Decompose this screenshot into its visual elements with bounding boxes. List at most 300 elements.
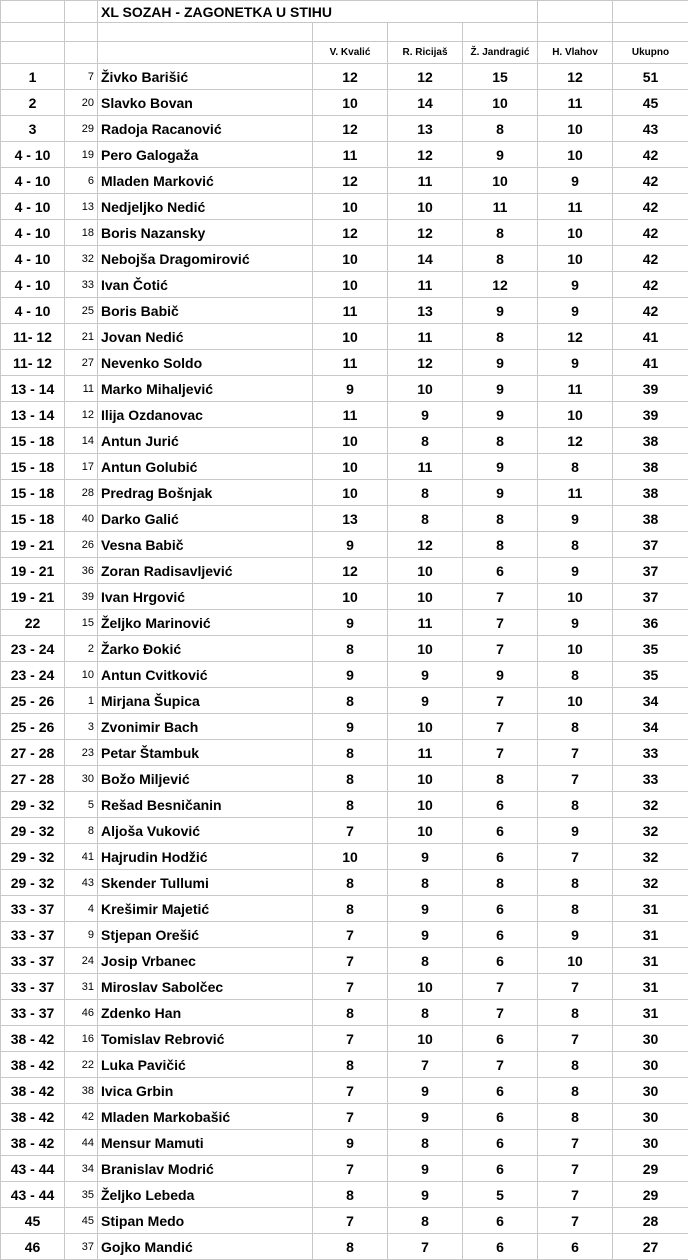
score-h-vlahov-cell[interactable]: 8 [538,896,613,922]
score-h-vlahov-cell[interactable]: 10 [538,584,613,610]
number-cell[interactable]: 28 [65,480,98,506]
score-h-vlahov-cell[interactable]: 9 [538,558,613,584]
score-h-vlahov-cell[interactable]: 11 [538,194,613,220]
number-cell[interactable]: 46 [65,1000,98,1026]
score-h-vlahov-cell[interactable]: 8 [538,454,613,480]
total-cell[interactable]: 38 [613,506,688,532]
cell[interactable] [65,42,98,64]
score-h-vlahov-cell[interactable]: 10 [538,116,613,142]
total-cell[interactable]: 41 [613,350,688,376]
total-cell[interactable]: 31 [613,974,688,1000]
total-cell[interactable]: 29 [613,1156,688,1182]
sheet-title[interactable]: XL SOZAH - ZAGONETKA U STIHU [98,1,538,23]
score-v-kvalic-cell[interactable]: 12 [313,168,388,194]
cell[interactable] [538,1,613,23]
score-z-jandragic-cell[interactable]: 12 [463,272,538,298]
score-r-ricijas-cell[interactable]: 10 [388,974,463,1000]
score-z-jandragic-cell[interactable]: 9 [463,662,538,688]
number-cell[interactable]: 8 [65,818,98,844]
score-v-kvalic-cell[interactable]: 12 [313,116,388,142]
score-z-jandragic-cell[interactable]: 6 [463,1156,538,1182]
number-cell[interactable]: 45 [65,1208,98,1234]
number-cell[interactable]: 34 [65,1156,98,1182]
score-h-vlahov-cell[interactable]: 7 [538,1130,613,1156]
total-cell[interactable]: 45 [613,90,688,116]
score-v-kvalic-cell[interactable]: 7 [313,1078,388,1104]
name-cell[interactable]: Antun Cvitković [98,662,313,688]
score-h-vlahov-cell[interactable]: 10 [538,948,613,974]
score-v-kvalic-cell[interactable]: 8 [313,792,388,818]
score-v-kvalic-cell[interactable]: 12 [313,220,388,246]
name-cell[interactable]: Vesna Babič [98,532,313,558]
name-cell[interactable]: Zvonimir Bach [98,714,313,740]
total-cell[interactable]: 42 [613,246,688,272]
number-cell[interactable]: 18 [65,220,98,246]
cell[interactable] [463,23,538,42]
rank-cell[interactable]: 2 [1,90,65,116]
cell[interactable] [65,1,98,23]
score-h-vlahov-cell[interactable]: 8 [538,1104,613,1130]
score-h-vlahov-cell[interactable]: 9 [538,272,613,298]
name-cell[interactable]: Ivan Hrgović [98,584,313,610]
score-r-ricijas-cell[interactable]: 9 [388,1104,463,1130]
score-z-jandragic-cell[interactable]: 7 [463,610,538,636]
rank-cell[interactable]: 25 - 26 [1,688,65,714]
total-cell[interactable]: 27 [613,1234,688,1260]
score-z-jandragic-cell[interactable]: 8 [463,324,538,350]
score-v-kvalic-cell[interactable]: 8 [313,688,388,714]
score-h-vlahov-cell[interactable]: 6 [538,1234,613,1260]
name-cell[interactable]: Željko Marinović [98,610,313,636]
score-z-jandragic-cell[interactable]: 10 [463,168,538,194]
name-cell[interactable]: Krešimir Majetić [98,896,313,922]
score-z-jandragic-cell[interactable]: 7 [463,1052,538,1078]
score-v-kvalic-cell[interactable]: 10 [313,90,388,116]
score-v-kvalic-cell[interactable]: 9 [313,662,388,688]
score-v-kvalic-cell[interactable]: 10 [313,428,388,454]
number-cell[interactable]: 3 [65,714,98,740]
total-cell[interactable]: 38 [613,480,688,506]
number-cell[interactable]: 7 [65,64,98,90]
score-r-ricijas-cell[interactable]: 11 [388,272,463,298]
score-v-kvalic-cell[interactable]: 7 [313,1208,388,1234]
number-cell[interactable]: 10 [65,662,98,688]
score-z-jandragic-cell[interactable]: 9 [463,480,538,506]
number-cell[interactable]: 2 [65,636,98,662]
rank-cell[interactable]: 11- 12 [1,350,65,376]
score-v-kvalic-cell[interactable]: 8 [313,896,388,922]
score-h-vlahov-cell[interactable]: 7 [538,740,613,766]
score-r-ricijas-cell[interactable]: 13 [388,116,463,142]
score-r-ricijas-cell[interactable]: 9 [388,1182,463,1208]
score-z-jandragic-cell[interactable]: 8 [463,506,538,532]
score-z-jandragic-cell[interactable]: 6 [463,558,538,584]
score-h-vlahov-cell[interactable]: 9 [538,350,613,376]
score-v-kvalic-cell[interactable]: 9 [313,610,388,636]
score-v-kvalic-cell[interactable]: 9 [313,376,388,402]
rank-cell[interactable]: 23 - 24 [1,662,65,688]
score-r-ricijas-cell[interactable]: 11 [388,610,463,636]
rank-cell[interactable]: 45 [1,1208,65,1234]
total-cell[interactable]: 30 [613,1130,688,1156]
number-cell[interactable]: 42 [65,1104,98,1130]
score-r-ricijas-cell[interactable]: 8 [388,1000,463,1026]
name-cell[interactable]: Slavko Bovan [98,90,313,116]
score-z-jandragic-cell[interactable]: 6 [463,1208,538,1234]
number-cell[interactable]: 44 [65,1130,98,1156]
rank-cell[interactable]: 1 [1,64,65,90]
score-r-ricijas-cell[interactable]: 11 [388,324,463,350]
score-z-jandragic-cell[interactable]: 7 [463,974,538,1000]
rank-cell[interactable]: 46 [1,1234,65,1260]
score-r-ricijas-cell[interactable]: 10 [388,1026,463,1052]
rank-cell[interactable]: 15 - 18 [1,506,65,532]
score-h-vlahov-cell[interactable]: 8 [538,532,613,558]
name-cell[interactable]: Žarko Đokić [98,636,313,662]
score-h-vlahov-cell[interactable]: 10 [538,636,613,662]
number-cell[interactable]: 13 [65,194,98,220]
score-z-jandragic-cell[interactable]: 7 [463,714,538,740]
name-cell[interactable]: Antun Golubić [98,454,313,480]
name-cell[interactable]: Boris Nazansky [98,220,313,246]
name-cell[interactable]: Tomislav Rebrović [98,1026,313,1052]
number-cell[interactable]: 14 [65,428,98,454]
name-cell[interactable]: Stipan Medo [98,1208,313,1234]
score-z-jandragic-cell[interactable]: 8 [463,220,538,246]
rank-cell[interactable]: 4 - 10 [1,142,65,168]
score-r-ricijas-cell[interactable]: 9 [388,662,463,688]
total-cell[interactable]: 32 [613,870,688,896]
score-h-vlahov-cell[interactable]: 7 [538,1208,613,1234]
score-v-kvalic-cell[interactable]: 8 [313,1182,388,1208]
rank-cell[interactable]: 4 - 10 [1,194,65,220]
score-v-kvalic-cell[interactable]: 10 [313,584,388,610]
cell[interactable] [1,1,65,23]
score-r-ricijas-cell[interactable]: 8 [388,428,463,454]
score-z-jandragic-cell[interactable]: 7 [463,740,538,766]
name-cell[interactable]: Radoja Racanović [98,116,313,142]
total-cell[interactable]: 37 [613,584,688,610]
number-cell[interactable]: 11 [65,376,98,402]
cell[interactable] [98,23,313,42]
name-cell[interactable]: Petar Štambuk [98,740,313,766]
score-z-jandragic-cell[interactable]: 15 [463,64,538,90]
score-r-ricijas-cell[interactable]: 7 [388,1234,463,1260]
rank-cell[interactable]: 4 - 10 [1,298,65,324]
column-header-ukupno[interactable]: Ukupno [613,42,688,64]
rank-cell[interactable]: 33 - 37 [1,948,65,974]
score-v-kvalic-cell[interactable]: 7 [313,1156,388,1182]
score-z-jandragic-cell[interactable]: 7 [463,636,538,662]
score-r-ricijas-cell[interactable]: 9 [388,402,463,428]
score-h-vlahov-cell[interactable]: 11 [538,376,613,402]
score-z-jandragic-cell[interactable]: 9 [463,454,538,480]
score-v-kvalic-cell[interactable]: 10 [313,844,388,870]
total-cell[interactable]: 35 [613,636,688,662]
column-header-v-kvalic[interactable]: V. Kvalić [313,42,388,64]
score-h-vlahov-cell[interactable]: 8 [538,792,613,818]
number-cell[interactable]: 38 [65,1078,98,1104]
rank-cell[interactable]: 19 - 21 [1,532,65,558]
score-z-jandragic-cell[interactable]: 10 [463,90,538,116]
cell[interactable] [1,42,65,64]
name-cell[interactable]: Pero Galogaža [98,142,313,168]
name-cell[interactable]: Hajrudin Hodžić [98,844,313,870]
score-h-vlahov-cell[interactable]: 7 [538,974,613,1000]
name-cell[interactable]: Boris Babič [98,298,313,324]
name-cell[interactable]: Miroslav Sabolčec [98,974,313,1000]
total-cell[interactable]: 30 [613,1104,688,1130]
total-cell[interactable]: 39 [613,376,688,402]
score-h-vlahov-cell[interactable]: 10 [538,220,613,246]
score-r-ricijas-cell[interactable]: 10 [388,792,463,818]
number-cell[interactable]: 33 [65,272,98,298]
number-cell[interactable]: 27 [65,350,98,376]
rank-cell[interactable]: 4 - 10 [1,220,65,246]
score-z-jandragic-cell[interactable]: 9 [463,298,538,324]
score-h-vlahov-cell[interactable]: 12 [538,324,613,350]
score-r-ricijas-cell[interactable]: 14 [388,90,463,116]
rank-cell[interactable]: 38 - 42 [1,1078,65,1104]
score-z-jandragic-cell[interactable]: 6 [463,1078,538,1104]
score-z-jandragic-cell[interactable]: 11 [463,194,538,220]
score-v-kvalic-cell[interactable]: 10 [313,480,388,506]
total-cell[interactable]: 30 [613,1052,688,1078]
score-v-kvalic-cell[interactable]: 8 [313,1000,388,1026]
score-r-ricijas-cell[interactable]: 10 [388,376,463,402]
score-v-kvalic-cell[interactable]: 12 [313,64,388,90]
total-cell[interactable]: 31 [613,948,688,974]
total-cell[interactable]: 32 [613,844,688,870]
rank-cell[interactable]: 4 - 10 [1,246,65,272]
score-h-vlahov-cell[interactable]: 9 [538,506,613,532]
cell[interactable] [538,23,613,42]
name-cell[interactable]: Antun Jurić [98,428,313,454]
score-h-vlahov-cell[interactable]: 11 [538,480,613,506]
score-h-vlahov-cell[interactable]: 9 [538,922,613,948]
total-cell[interactable]: 51 [613,64,688,90]
number-cell[interactable]: 32 [65,246,98,272]
total-cell[interactable]: 39 [613,402,688,428]
total-cell[interactable]: 32 [613,818,688,844]
total-cell[interactable]: 31 [613,1000,688,1026]
name-cell[interactable]: Ivica Grbin [98,1078,313,1104]
score-r-ricijas-cell[interactable]: 8 [388,1208,463,1234]
rank-cell[interactable]: 25 - 26 [1,714,65,740]
name-cell[interactable]: Ilija Ozdanovac [98,402,313,428]
number-cell[interactable]: 19 [65,142,98,168]
score-z-jandragic-cell[interactable]: 6 [463,948,538,974]
total-cell[interactable]: 37 [613,532,688,558]
total-cell[interactable]: 33 [613,766,688,792]
total-cell[interactable]: 29 [613,1182,688,1208]
rank-cell[interactable]: 4 - 10 [1,168,65,194]
number-cell[interactable]: 5 [65,792,98,818]
number-cell[interactable]: 15 [65,610,98,636]
score-r-ricijas-cell[interactable]: 9 [388,896,463,922]
score-v-kvalic-cell[interactable]: 8 [313,870,388,896]
rank-cell[interactable]: 38 - 42 [1,1026,65,1052]
score-v-kvalic-cell[interactable]: 10 [313,272,388,298]
rank-cell[interactable]: 27 - 28 [1,740,65,766]
score-v-kvalic-cell[interactable]: 7 [313,1026,388,1052]
score-v-kvalic-cell[interactable]: 8 [313,740,388,766]
number-cell[interactable]: 23 [65,740,98,766]
score-r-ricijas-cell[interactable]: 10 [388,766,463,792]
score-h-vlahov-cell[interactable]: 8 [538,1078,613,1104]
name-cell[interactable]: Nevenko Soldo [98,350,313,376]
score-h-vlahov-cell[interactable]: 8 [538,714,613,740]
name-cell[interactable]: Jovan Nedić [98,324,313,350]
rank-cell[interactable]: 19 - 21 [1,584,65,610]
score-r-ricijas-cell[interactable]: 10 [388,714,463,740]
score-z-jandragic-cell[interactable]: 6 [463,922,538,948]
total-cell[interactable]: 41 [613,324,688,350]
score-r-ricijas-cell[interactable]: 12 [388,64,463,90]
number-cell[interactable]: 37 [65,1234,98,1260]
score-v-kvalic-cell[interactable]: 7 [313,974,388,1000]
score-z-jandragic-cell[interactable]: 5 [463,1182,538,1208]
total-cell[interactable]: 34 [613,714,688,740]
rank-cell[interactable]: 13 - 14 [1,376,65,402]
score-z-jandragic-cell[interactable]: 8 [463,428,538,454]
score-r-ricijas-cell[interactable]: 10 [388,584,463,610]
number-cell[interactable]: 39 [65,584,98,610]
score-z-jandragic-cell[interactable]: 9 [463,376,538,402]
total-cell[interactable]: 30 [613,1026,688,1052]
score-r-ricijas-cell[interactable]: 8 [388,506,463,532]
number-cell[interactable]: 35 [65,1182,98,1208]
score-v-kvalic-cell[interactable]: 8 [313,1234,388,1260]
score-v-kvalic-cell[interactable]: 13 [313,506,388,532]
total-cell[interactable]: 42 [613,298,688,324]
score-z-jandragic-cell[interactable]: 7 [463,584,538,610]
score-z-jandragic-cell[interactable]: 8 [463,116,538,142]
score-h-vlahov-cell[interactable]: 7 [538,844,613,870]
number-cell[interactable]: 36 [65,558,98,584]
name-cell[interactable]: Zoran Radisavljević [98,558,313,584]
rank-cell[interactable]: 15 - 18 [1,428,65,454]
score-h-vlahov-cell[interactable]: 7 [538,1026,613,1052]
score-r-ricijas-cell[interactable]: 12 [388,142,463,168]
score-z-jandragic-cell[interactable]: 6 [463,1234,538,1260]
score-r-ricijas-cell[interactable]: 9 [388,844,463,870]
score-v-kvalic-cell[interactable]: 9 [313,714,388,740]
rank-cell[interactable]: 15 - 18 [1,454,65,480]
total-cell[interactable]: 36 [613,610,688,636]
score-r-ricijas-cell[interactable]: 8 [388,1130,463,1156]
number-cell[interactable]: 6 [65,168,98,194]
score-v-kvalic-cell[interactable]: 8 [313,636,388,662]
name-cell[interactable]: Nedjeljko Nedić [98,194,313,220]
score-h-vlahov-cell[interactable]: 9 [538,610,613,636]
score-h-vlahov-cell[interactable]: 10 [538,402,613,428]
score-z-jandragic-cell[interactable]: 6 [463,1104,538,1130]
score-r-ricijas-cell[interactable]: 12 [388,220,463,246]
score-h-vlahov-cell[interactable]: 12 [538,428,613,454]
total-cell[interactable]: 38 [613,428,688,454]
score-r-ricijas-cell[interactable]: 12 [388,350,463,376]
score-h-vlahov-cell[interactable]: 8 [538,1052,613,1078]
cell[interactable] [65,23,98,42]
rank-cell[interactable]: 33 - 37 [1,922,65,948]
number-cell[interactable]: 26 [65,532,98,558]
cell[interactable] [98,42,313,64]
rank-cell[interactable]: 29 - 32 [1,870,65,896]
name-cell[interactable]: Predrag Bošnjak [98,480,313,506]
score-z-jandragic-cell[interactable]: 8 [463,870,538,896]
total-cell[interactable]: 33 [613,740,688,766]
score-h-vlahov-cell[interactable]: 8 [538,870,613,896]
number-cell[interactable]: 24 [65,948,98,974]
rank-cell[interactable]: 33 - 37 [1,974,65,1000]
name-cell[interactable]: Mladen Markobašić [98,1104,313,1130]
name-cell[interactable]: Branislav Modrić [98,1156,313,1182]
total-cell[interactable]: 31 [613,922,688,948]
number-cell[interactable]: 22 [65,1052,98,1078]
score-v-kvalic-cell[interactable]: 11 [313,402,388,428]
rank-cell[interactable]: 29 - 32 [1,792,65,818]
rank-cell[interactable]: 27 - 28 [1,766,65,792]
name-cell[interactable]: Ivan Čotić [98,272,313,298]
number-cell[interactable]: 40 [65,506,98,532]
column-header-r-ricijas[interactable]: R. Ricijaš [388,42,463,64]
total-cell[interactable]: 38 [613,454,688,480]
rank-cell[interactable]: 29 - 32 [1,818,65,844]
score-h-vlahov-cell[interactable]: 12 [538,64,613,90]
rank-cell[interactable]: 19 - 21 [1,558,65,584]
name-cell[interactable]: Aljoša Vuković [98,818,313,844]
cell[interactable] [613,1,688,23]
score-v-kvalic-cell[interactable]: 7 [313,1104,388,1130]
name-cell[interactable]: Josip Vrbanec [98,948,313,974]
total-cell[interactable]: 31 [613,896,688,922]
number-cell[interactable]: 16 [65,1026,98,1052]
score-h-vlahov-cell[interactable]: 9 [538,818,613,844]
score-r-ricijas-cell[interactable]: 13 [388,298,463,324]
total-cell[interactable]: 42 [613,220,688,246]
name-cell[interactable]: Stjepan Orešić [98,922,313,948]
score-z-jandragic-cell[interactable]: 8 [463,766,538,792]
name-cell[interactable]: Skender Tullumi [98,870,313,896]
score-r-ricijas-cell[interactable]: 10 [388,818,463,844]
total-cell[interactable]: 42 [613,272,688,298]
name-cell[interactable]: Željko Lebeda [98,1182,313,1208]
cell[interactable] [388,23,463,42]
rank-cell[interactable]: 43 - 44 [1,1182,65,1208]
score-v-kvalic-cell[interactable]: 7 [313,948,388,974]
number-cell[interactable]: 30 [65,766,98,792]
score-r-ricijas-cell[interactable]: 10 [388,194,463,220]
score-r-ricijas-cell[interactable]: 7 [388,1052,463,1078]
score-v-kvalic-cell[interactable]: 10 [313,324,388,350]
score-r-ricijas-cell[interactable]: 8 [388,480,463,506]
total-cell[interactable]: 35 [613,662,688,688]
score-r-ricijas-cell[interactable]: 10 [388,558,463,584]
score-z-jandragic-cell[interactable]: 8 [463,532,538,558]
name-cell[interactable]: Mensur Mamuti [98,1130,313,1156]
rank-cell[interactable]: 33 - 37 [1,896,65,922]
score-h-vlahov-cell[interactable]: 11 [538,90,613,116]
score-v-kvalic-cell[interactable]: 12 [313,558,388,584]
name-cell[interactable]: Zdenko Han [98,1000,313,1026]
score-h-vlahov-cell[interactable]: 10 [538,246,613,272]
score-v-kvalic-cell[interactable]: 11 [313,350,388,376]
score-r-ricijas-cell[interactable]: 9 [388,1078,463,1104]
score-r-ricijas-cell[interactable]: 11 [388,454,463,480]
score-z-jandragic-cell[interactable]: 6 [463,844,538,870]
score-h-vlahov-cell[interactable]: 7 [538,1182,613,1208]
